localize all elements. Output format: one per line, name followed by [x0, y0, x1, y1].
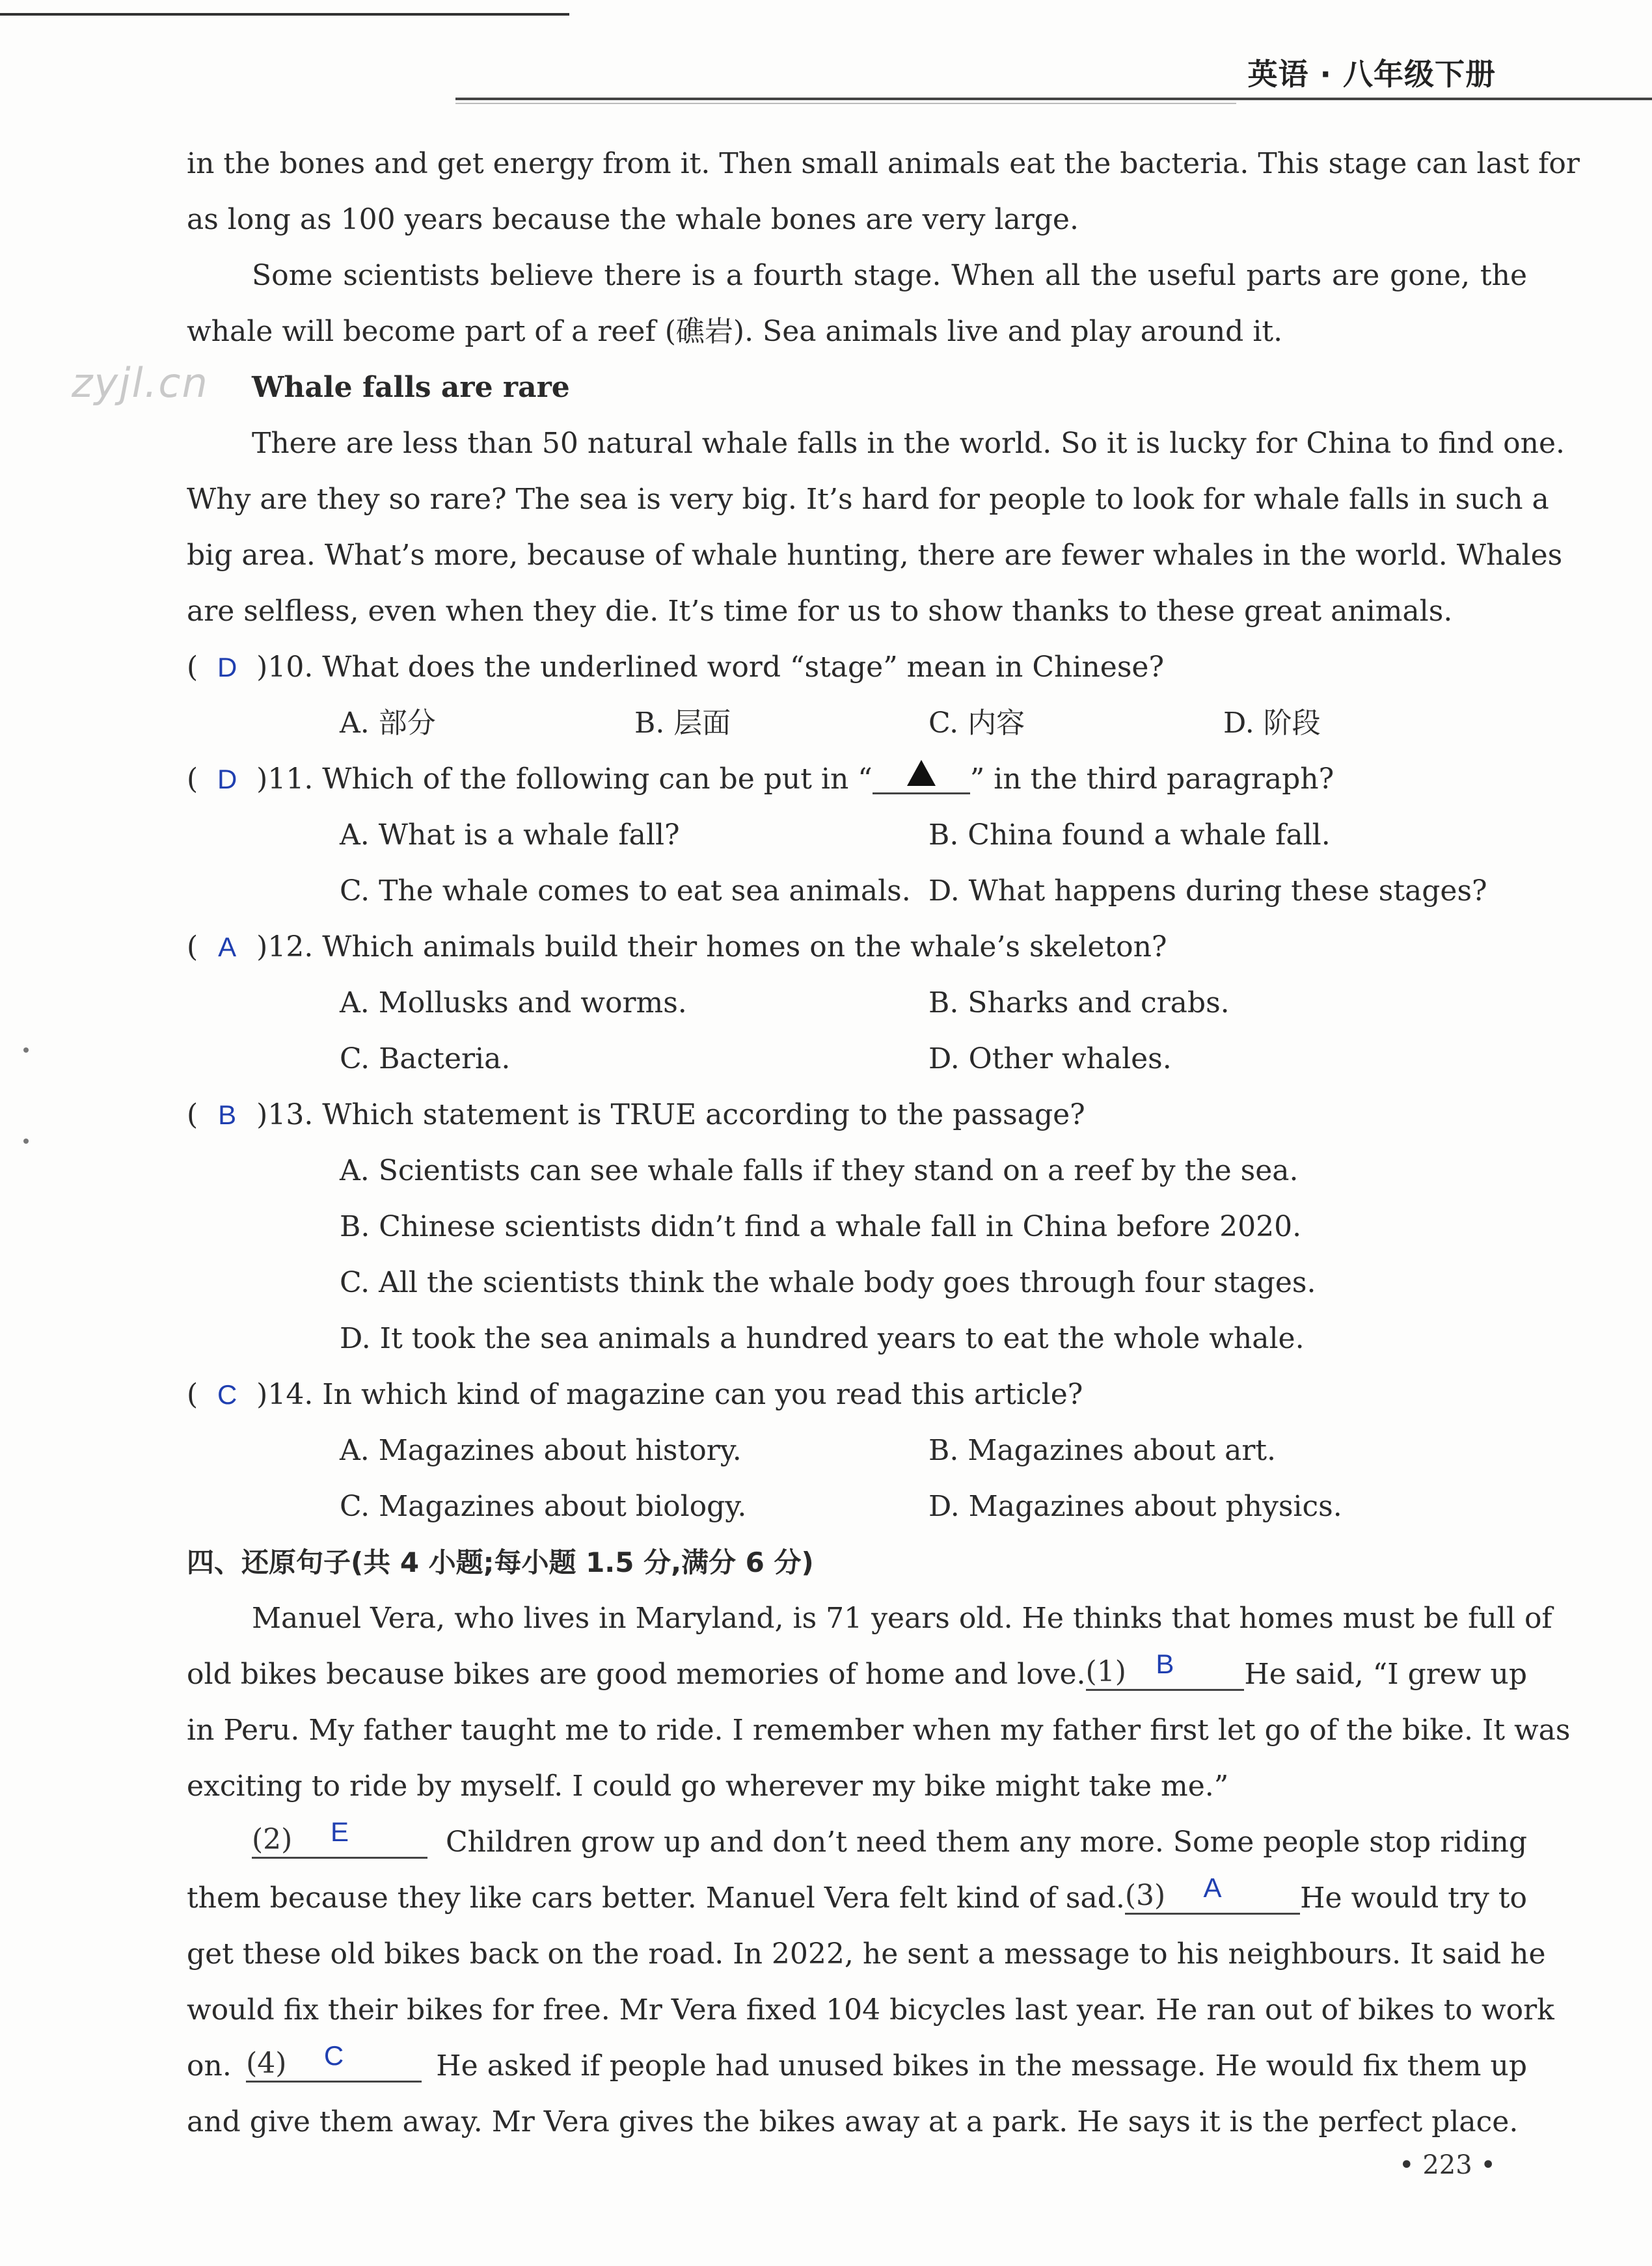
option-d: D. 阶段 [1223, 707, 1321, 740]
blank-label: (2) [252, 1823, 293, 1856]
answer-mark: D [217, 652, 237, 682]
passage-line-blank-1 [187, 1649, 1527, 1694]
paren-open: ( [187, 762, 198, 796]
paren-open: ( [187, 930, 198, 964]
text-segment: old bikes because bikes are good memories of home and love. [187, 1658, 1086, 1691]
question-text: ” in the third paragraph? [969, 762, 1334, 796]
option-c: C. Magazines about biology. [340, 1490, 747, 1523]
passage-line: in the bones and get energy from it. Then small animals eat the bacteria. This stage can last for [187, 147, 1580, 180]
passage-line: and give them away. Mr Vera gives the bikes away at a park. He says it is the perfect place. [187, 2105, 1519, 2138]
text-segment: Children grow up and don’t need them any more. Some people stop riding [445, 1826, 1527, 1859]
answer-mark: D [217, 764, 237, 794]
margin-dot [23, 1139, 29, 1144]
passage-line: There are less than 50 natural whale falls in the world. So it is lucky for China to find one. [252, 427, 1565, 460]
option-c: C. Bacteria. [340, 1042, 511, 1075]
answer-mark: A [218, 932, 237, 962]
option-a: A. Mollusks and worms. [340, 986, 687, 1019]
answer-blank-3 [1124, 1872, 1300, 1915]
passage-line: as long as 100 years because the whale bones are very large. [187, 203, 1079, 236]
paren-open: ( [187, 651, 198, 684]
text-segment: on. [187, 2049, 232, 2083]
question-13 [187, 1096, 1085, 1135]
option-a: A. What is a whale fall? [340, 818, 680, 852]
blank-label: (1) [1085, 1655, 1126, 1688]
question-text: )10. What does the underlined word “stage” mean in Chinese? [256, 651, 1165, 684]
question-text: )12. Which animals build their homes on the whale’s skeleton? [256, 930, 1167, 964]
option-a: A. Magazines about history. [340, 1434, 742, 1467]
passage-line: exciting to ride by myself. I could go wherever my bike might take me.” [187, 1770, 1229, 1803]
text-segment: He asked if people had unused bikes in the message. He would fix them up [436, 2049, 1527, 2083]
passage-line: whale will become part of a reef (礁岩). Sea animals live and play around it. [187, 315, 1283, 348]
passage-line: in Peru. My father taught me to ride. I remember when my father first let go of the bike. It was [187, 1714, 1571, 1747]
question-12 [187, 928, 1167, 967]
option-c: C. The whale comes to eat sea animals. [340, 874, 911, 908]
option-b: B. Chinese scientists didn’t find a whale fall in China before 2020. [340, 1210, 1302, 1243]
margin-dot [23, 1047, 29, 1053]
top-rule [0, 13, 569, 16]
option-d: D. It took the sea animals a hundred years to eat the whole whale. [340, 1322, 1305, 1355]
question-text: )13. Which statement is TRUE according to the passage? [256, 1098, 1085, 1131]
passage-line-blank-3 [187, 1872, 1527, 1918]
question-text: )11. Which of the following can be put in “ [256, 762, 873, 796]
watermark: zyjl.cn [72, 359, 209, 407]
answer-mark: C [217, 1379, 237, 1410]
blank-answer: B [1156, 1649, 1174, 1679]
option-d: D. Other whales. [928, 1042, 1172, 1075]
passage-line: big area. What’s more, because of whale hunting, there are fewer whales in the world. Whales [187, 539, 1563, 572]
option-d: D. Magazines about physics. [928, 1490, 1342, 1523]
passage-line: would fix their bikes for free. Mr Vera fixed 104 bicycles last year. He ran out of bikes to work [187, 1993, 1554, 2027]
answer-blank-2 [252, 1816, 427, 1859]
answer-blank-1 [1085, 1649, 1245, 1691]
header-title: 英语 · 八年级下册 [1247, 57, 1496, 92]
passage-line-blank-2 [252, 1816, 1527, 1862]
section-4-title: 四、还原句子(共 4 小题;每小题 1.5 分,满分 6 分) [187, 1546, 814, 1578]
header-rule-thin [455, 103, 1236, 104]
blank-answer: E [330, 1816, 349, 1847]
passage-line: Some scientists believe there is a fourth stage. When all the useful parts are gone, the [252, 259, 1527, 292]
option-a: A. Scientists can see whale falls if they stand on a reef by the sea. [340, 1154, 1299, 1187]
header-rule [455, 98, 1652, 100]
option-d: D. What happens during these stages? [928, 874, 1487, 908]
text-segment: He would try to [1300, 1882, 1527, 1915]
answer-mark: B [218, 1099, 237, 1130]
answer-blank-4 [246, 2040, 422, 2083]
section-heading: Whale falls are rare [252, 371, 570, 404]
text-segment: He said, “I grew up [1244, 1658, 1527, 1691]
question-11 [187, 760, 1334, 799]
option-b: B. China found a whale fall. [928, 818, 1331, 852]
option-b: B. Magazines about art. [928, 1434, 1277, 1467]
triangle-icon [907, 760, 936, 786]
option-c: C. 内容 [928, 707, 1025, 740]
text-segment: them because they like cars better. Manuel Vera felt kind of sad. [187, 1882, 1125, 1915]
page-number: • 223 • [1399, 2150, 1496, 2180]
passage-line: Manuel Vera, who lives in Maryland, is 71 years old. He thinks that homes must be full of [252, 1602, 1552, 1635]
passage-line: Why are they so rare? The sea is very big. It’s hard for people to look for whale falls in such a [187, 483, 1549, 516]
question-text: )14. In which kind of magazine can you read this article? [256, 1378, 1083, 1411]
question-14 [187, 1375, 1083, 1414]
paren-open: ( [187, 1378, 198, 1411]
option-c: C. All the scientists think the whale body goes through four stages. [340, 1266, 1316, 1299]
triangle-blank [873, 760, 970, 794]
blank-label: (4) [246, 2047, 287, 2080]
passage-line: get these old bikes back on the road. In 2022, he sent a message to his neighbours. It said he [187, 1937, 1546, 1971]
option-b: B. Sharks and crabs. [928, 986, 1230, 1019]
blank-label: (3) [1124, 1879, 1166, 1912]
blank-answer: C [323, 2040, 344, 2071]
blank-answer: A [1203, 1872, 1222, 1903]
passage-line: are selfless, even when they die. It’s time for us to show thanks to these great animals. [187, 595, 1453, 628]
passage-line-blank-4 [187, 2040, 1527, 2086]
option-b: B. 层面 [634, 707, 731, 740]
option-a: A. 部分 [340, 707, 436, 740]
question-10 [187, 648, 1164, 687]
paren-open: ( [187, 1098, 198, 1131]
